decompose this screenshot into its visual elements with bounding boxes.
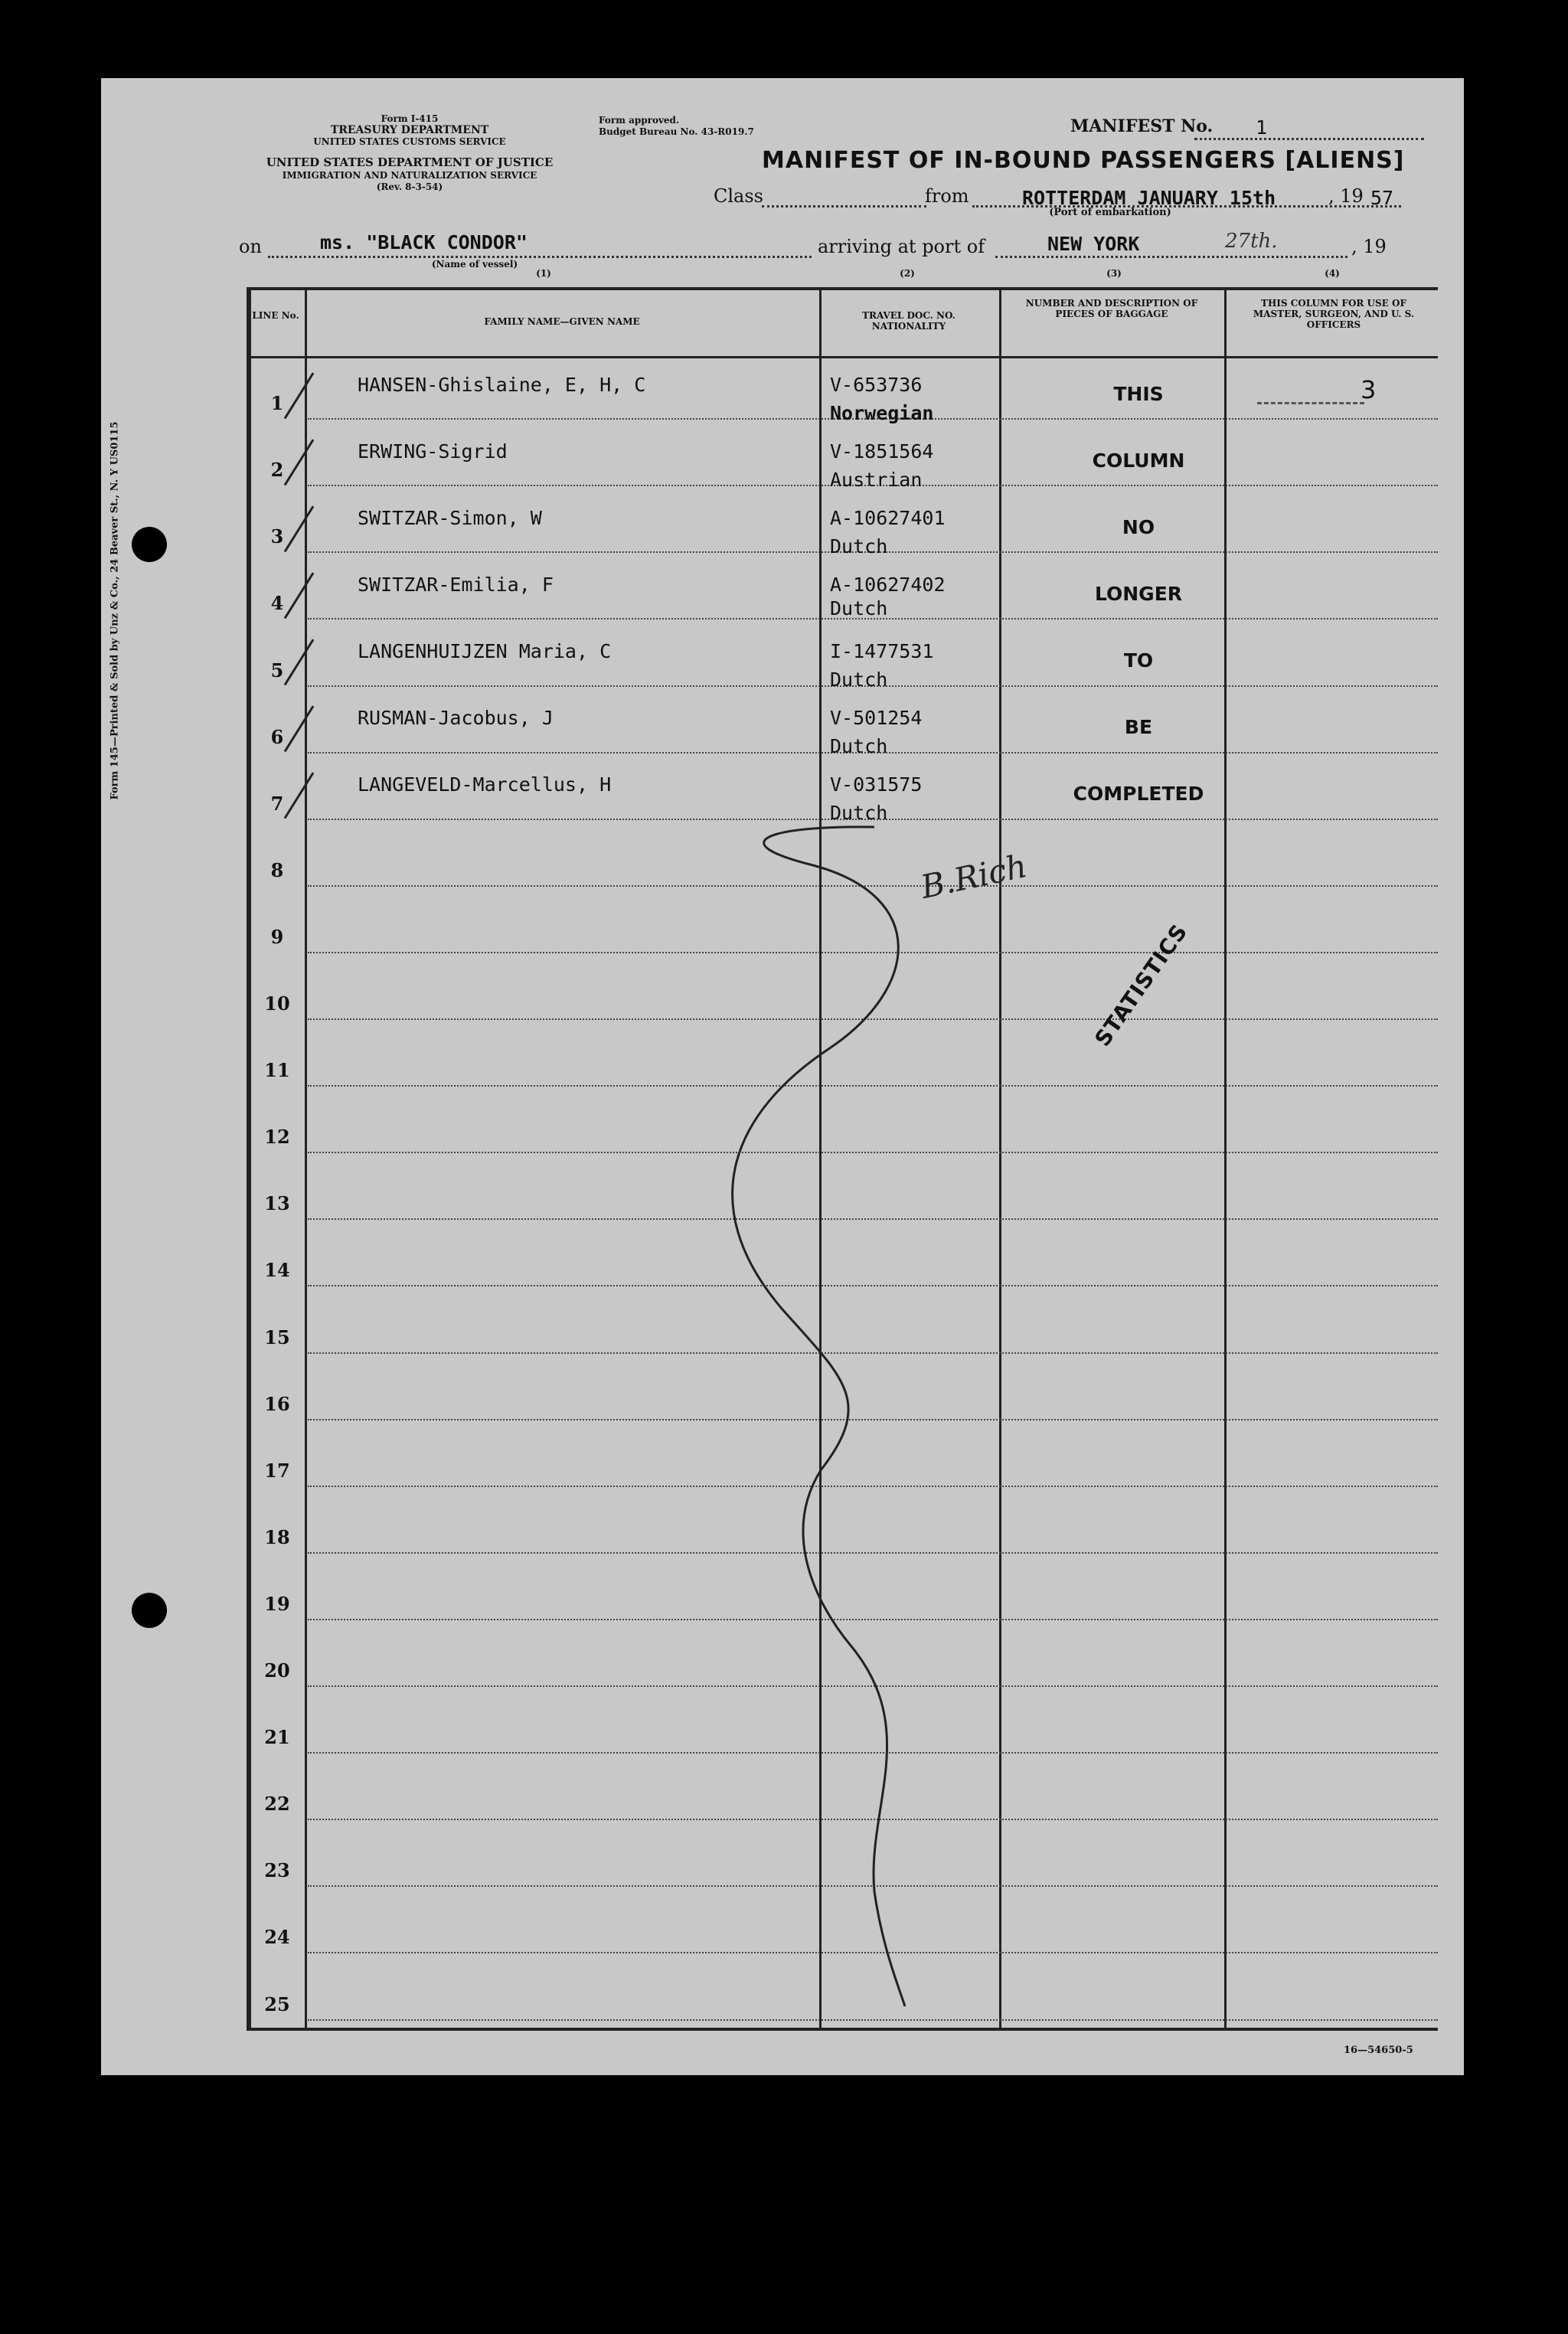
treasury-department: TREASURY DEPARTMENT [330, 124, 489, 136]
immigration-service: IMMIGRATION AND NATURALIZATION SERVICE [282, 170, 537, 181]
year2-prefix: , 19 [1351, 236, 1387, 257]
line-number: 1 [270, 392, 284, 415]
line-number: 23 [264, 1859, 290, 1882]
travel-doc-number: V-1851564 [830, 440, 934, 463]
line-number: 20 [264, 1659, 290, 1682]
year-prefix: , 19 [1328, 185, 1364, 207]
punch-hole [132, 527, 167, 562]
port-embarkation-caption: (Port of embarkation) [1049, 207, 1171, 218]
baggage-note-word: THIS [1113, 383, 1164, 405]
from-label: from [925, 185, 969, 207]
col-header-line: LINE No. [252, 310, 299, 321]
travel-doc-number: V-031575 [830, 773, 923, 796]
nationality: Dutch [830, 668, 888, 691]
signature: B.Rich [917, 846, 1031, 907]
line-number: 18 [264, 1525, 290, 1548]
nationality: Austrian [830, 469, 923, 491]
justice-department: UNITED STATES DEPARTMENT OF JUSTICE [266, 155, 554, 169]
line-number: 11 [264, 1059, 290, 1082]
line-number: 19 [264, 1592, 290, 1615]
line-number: 24 [264, 1926, 290, 1949]
col-num-4: (4) [1325, 268, 1340, 279]
baggage-note-word: TO [1123, 649, 1154, 672]
arrival-port: NEW YORK [1047, 233, 1140, 255]
travel-doc-number: V-501254 [830, 707, 923, 729]
vessel-line [268, 256, 812, 258]
customs-service: UNITED STATES CUSTOMS SERVICE [313, 136, 506, 147]
col-num-1: (1) [536, 268, 551, 279]
col-header-baggage: NUMBER AND DESCRIPTION OF PIECES OF BAGGAGE [1025, 298, 1198, 319]
arrival-line [995, 256, 1348, 258]
document-title: MANIFEST OF IN-BOUND PASSENGERS [ALIENS] [762, 147, 1405, 174]
col-header-officers: THIS COLUMN FOR USE OF MASTER, SURGEON, AND U. S. OFFICERS [1253, 298, 1415, 330]
table-left-border [247, 287, 251, 2030]
class-label: Class [714, 185, 763, 207]
travel-doc-number: A-10627402 [830, 574, 946, 596]
col-num-3: (3) [1106, 268, 1122, 279]
nationality: Norwegian [830, 402, 934, 424]
cancellation-line [675, 819, 997, 2014]
line-number: 9 [270, 925, 284, 948]
divider-doc-col [999, 287, 1001, 2030]
form-approved: Form approved. [599, 115, 680, 126]
nationality: Dutch [830, 597, 888, 619]
baggage-note-word: COLUMN [1092, 449, 1185, 472]
line-number: 10 [264, 992, 290, 1015]
baggage-note-word: LONGER [1094, 583, 1183, 605]
travel-doc-number: V-653736 [830, 374, 923, 396]
budget-bureau: Budget Bureau No. 43-R019.7 [599, 126, 754, 137]
line-number: 4 [270, 592, 284, 615]
line-number: 7 [270, 792, 284, 815]
line-number: 16 [264, 1392, 290, 1415]
passenger-name: RUSMAN-Jacobus, J [358, 707, 554, 729]
table-bottom-border [247, 2028, 1438, 2031]
travel-doc-number: A-10627401 [830, 507, 946, 529]
row-dotted-line [308, 2019, 1438, 2021]
embarkation-value: ROTTERDAM JANUARY 15th [1022, 187, 1276, 209]
officer-mark: 3 [1361, 375, 1377, 404]
nationality: Dutch [830, 735, 888, 757]
passenger-name: LANGENHUIJZEN Maria, C [358, 640, 612, 662]
revision-date: (Rev. 8-3-54) [376, 181, 443, 192]
line-number: 14 [264, 1259, 290, 1282]
year-value: 57 [1370, 187, 1394, 209]
statistics-stamp: STATISTICS [1089, 919, 1193, 1051]
baggage-note-word: NO [1122, 516, 1155, 538]
line-number: 25 [264, 1992, 290, 2015]
punch-hole [132, 1593, 167, 1628]
table-top-border [247, 287, 1438, 290]
col-header-name: FAMILY NAME—GIVEN NAME [484, 316, 640, 327]
line-number: 22 [264, 1793, 290, 1816]
form-number: Form I-415 [381, 113, 439, 124]
passenger-name: SWITZAR-Emilia, F [358, 574, 554, 596]
line-number: 6 [270, 725, 284, 748]
line-number: 12 [264, 1126, 290, 1149]
nationality: Dutch [830, 802, 888, 824]
vessel-caption: (Name of vessel) [431, 259, 518, 270]
baggage-note-word: BE [1124, 716, 1153, 738]
line-number: 17 [264, 1459, 290, 1482]
line-number: 13 [264, 1192, 290, 1215]
passenger-name: HANSEN-Ghislaine, E, H, C [358, 374, 646, 396]
passenger-name: SWITZAR-Simon, W [358, 507, 542, 529]
passenger-table [247, 287, 1438, 2030]
manifest-no-value: 1 [1256, 116, 1268, 139]
line-number: 5 [270, 659, 284, 682]
nationality: Dutch [830, 535, 888, 557]
col-num-2: (2) [900, 268, 915, 279]
col-header-doc: TRAVEL DOC. NO. NATIONALITY [862, 310, 956, 332]
manifest-no-line [1194, 138, 1424, 140]
divider-line-col [305, 287, 307, 2030]
divider-baggage-col [1224, 287, 1227, 2030]
travel-doc-number: I-1477531 [830, 640, 934, 662]
on-label: on [239, 236, 262, 257]
passenger-name: LANGEVELD-Marcellus, H [358, 773, 612, 796]
line-number: 8 [270, 858, 284, 881]
arriving-label: arriving at port of [818, 236, 985, 257]
passenger-name: ERWING-Sigrid [358, 440, 508, 463]
footer-code: 16—54650-5 [1344, 2045, 1413, 2056]
header-bottom-border [247, 356, 1438, 358]
officer-column-strike [1257, 402, 1364, 404]
manifest-no-label: MANIFEST No. [1070, 116, 1214, 136]
line-number: 21 [264, 1726, 290, 1749]
printer-imprint: Form 145—Printed & Sold by Unz & Co., 24 Beaver St., N. Y US0115 [109, 421, 121, 800]
line-number: 15 [264, 1326, 290, 1348]
line-number: 2 [270, 459, 284, 482]
line-number: 3 [270, 525, 284, 548]
class-line [762, 205, 926, 208]
arrival-day: 27th. [1225, 230, 1278, 253]
vessel-name: ms. "BLACK CONDOR" [320, 231, 528, 253]
baggage-note-word: COMPLETED [1073, 783, 1204, 805]
